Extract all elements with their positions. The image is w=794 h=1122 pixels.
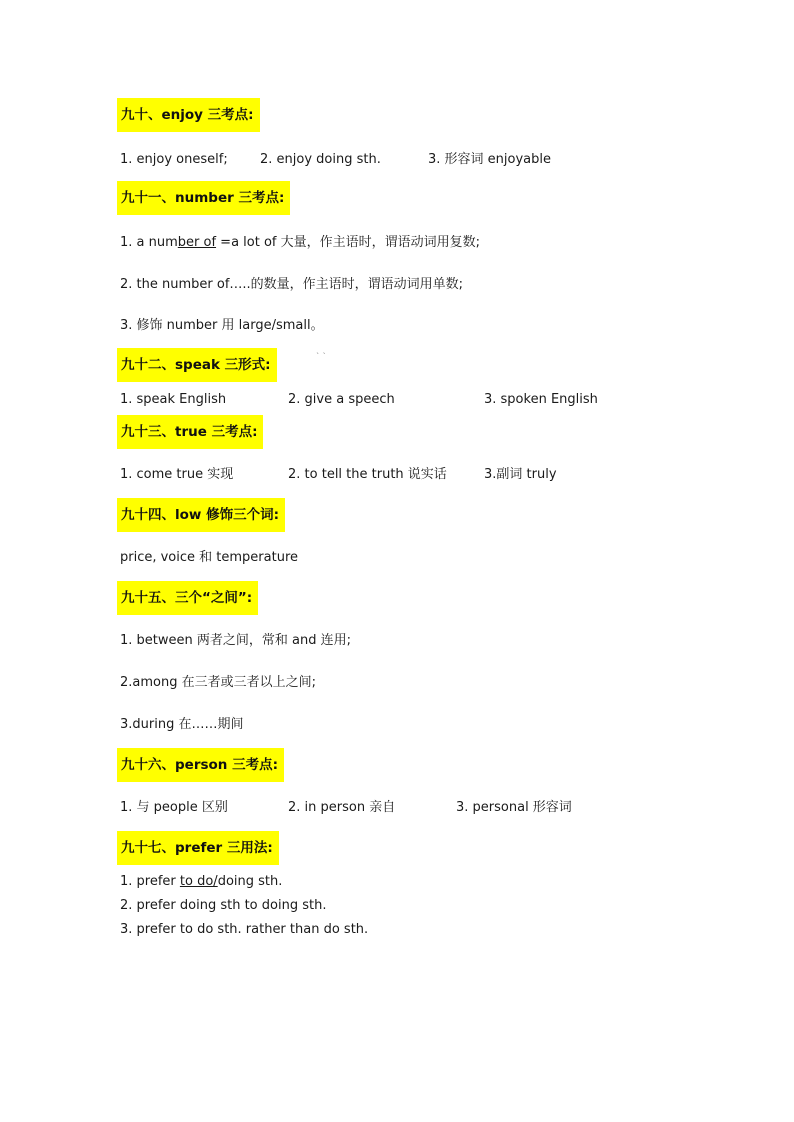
s93-item-3: 3.副词 truly — [484, 467, 557, 482]
s96-item-1: 1. 与 people 区别 — [120, 800, 228, 815]
section-94-heading: 九十四、low 修饰三个词: — [117, 498, 285, 532]
section-90-heading: 九十、enjoy 三考点: — [117, 98, 260, 132]
s94-line-1: price, voice 和 temperature — [120, 550, 299, 565]
s92-item-3: 3. spoken English — [484, 392, 598, 407]
s93-item-1: 1. come true 实现 — [120, 467, 234, 482]
section-92-heading: 九十二、speak 三形式: — [117, 348, 277, 382]
s95-line-2: 2.among 在三者或三者以上之间; — [120, 675, 316, 690]
section-91-heading: 九十一、number 三考点: — [117, 181, 290, 215]
section-96-heading: 九十六、person 三考点: — [117, 748, 284, 782]
s95-line-3: 3.during 在……期间 — [120, 717, 244, 732]
s91-line-1: 1. a number of =a lot of 大量，作主语时，谓语动词用复数; — [120, 235, 481, 250]
s96-item-3: 3. personal 形容词 — [456, 800, 572, 815]
s96-item-2: 2. in person 亲自 — [288, 800, 396, 815]
section-97-heading: 九十七、prefer 三用法: — [117, 831, 279, 865]
s97-line-2: 2. prefer doing sth to doing sth. — [120, 898, 327, 913]
underlined-text: to do/ — [179, 874, 218, 889]
s92-item-1: 1. speak English — [120, 392, 227, 407]
s97-line-1: 1. prefer to do/doing sth. — [120, 874, 283, 889]
s92-item-2: 2. give a speech — [288, 392, 395, 407]
s93-item-2: 2. to tell the truth 说实话 — [288, 467, 447, 482]
s90-item-3: 3. 形容词 enjoyable — [428, 152, 551, 167]
section-95-heading: 九十五、三个“之间”: — [117, 581, 258, 615]
s97-line-3: 3. prefer to do sth. rather than do sth. — [120, 922, 369, 937]
section-93-heading: 九十三、true 三考点: — [117, 415, 263, 449]
underlined-text: ber of — [177, 235, 217, 250]
s91-line-2: 2. the number of…..的数量，作主语时，谓语动词用单数; — [120, 277, 464, 292]
s95-line-1: 1. between 两者之间，常和 and 连用; — [120, 633, 351, 648]
stray-mark: ` ` — [316, 352, 327, 361]
s90-item-2: 2. enjoy doing sth. — [260, 152, 381, 167]
s90-item-1: 1. enjoy oneself; — [120, 152, 228, 167]
s91-line-3: 3. 修饰 number 用 large/small。 — [120, 318, 324, 333]
